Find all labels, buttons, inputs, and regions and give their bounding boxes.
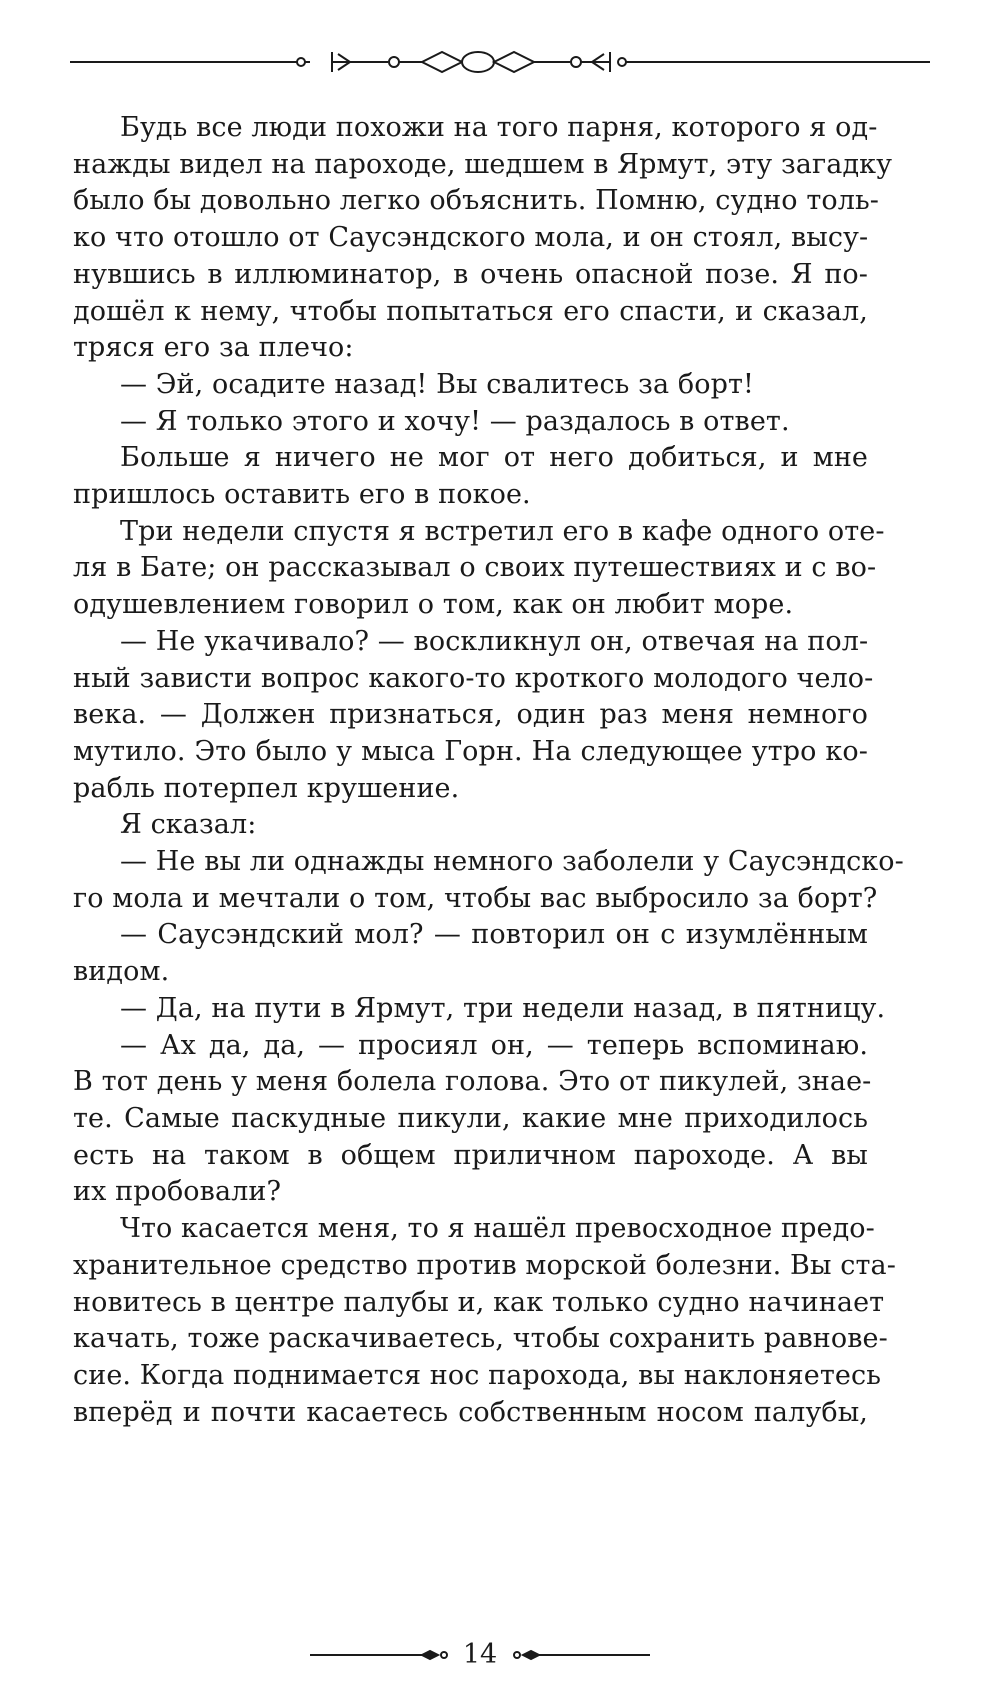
text-line: дошёл к нему, чтобы попытаться его спасти, и сказал, <box>73 295 868 327</box>
text-line: мутило. Это было у мыса Горн. На следующее утро ко- <box>73 735 868 767</box>
text-line: сие. Когда поднимается нос парохода, вы наклоняетесь <box>73 1359 882 1391</box>
text-line: — Ах да, да, — просиял он, — теперь вспоминаю. <box>120 1029 868 1061</box>
page-footer <box>310 1635 650 1675</box>
text-line: было бы довольно легко объяснить. Помню, судно толь- <box>73 185 880 217</box>
text-line: видом. <box>73 956 170 988</box>
text-line: ля в Бате; он рассказывал о своих путешествиях и с во- <box>73 552 877 584</box>
text-line: — Да, на пути в Ярмут, три недели назад, в пятницу. <box>120 992 886 1024</box>
text-line: Три недели спустя я встретил его в кафе одного оте- <box>120 515 885 547</box>
text-line: ный зависти вопрос какого-то кроткого молодого чело- <box>73 662 874 694</box>
text-line: одушевлением говорил о том, как он любит море. <box>73 589 794 621</box>
page-number: 14 <box>462 1639 498 1670</box>
text-line: Больше я ничего не мог от него добиться, и мне <box>120 442 868 474</box>
text-line: рабль потерпел крушение. <box>73 772 460 804</box>
text-line: века. — Должен признаться, один раз меня немного <box>73 699 868 731</box>
text-line: — Я только этого и хочу! — раздалось в ответ. <box>120 405 790 437</box>
text-line: тряся его за плечо: <box>73 332 354 364</box>
header-ornament <box>70 40 930 80</box>
text-line: новитесь в центре палубы и, как только судно начинает <box>73 1286 885 1318</box>
text-line: нувшись в иллюминатор, в очень опасной позе. Я по- <box>73 258 868 290</box>
text-line: Что касается меня, то я нашёл превосходное предо- <box>120 1213 875 1245</box>
text-line: ко что отошло от Саусэндского мола, и он стоял, высу- <box>73 222 869 254</box>
text-line: го мола и мечтали о том, чтобы вас выбросило за борт? <box>73 882 878 914</box>
text-line: те. Самые паскудные пикули, какие мне приходилось <box>73 1102 868 1134</box>
text-line: — Саусэндский мол? — повторил он с изумлённым <box>120 919 868 951</box>
text-line: Я сказал: <box>120 809 257 841</box>
text-line: — Эй, осадите назад! Вы свалитесь за борт! <box>120 368 754 400</box>
text-line: есть на таком в общем приличном пароходе. А вы <box>73 1139 868 1171</box>
text-line: качать, тоже раскачиваетесь, чтобы сохранить равнове- <box>73 1323 888 1355</box>
text-line: Будь все люди похожи на того парня, которого я од- <box>120 112 878 143</box>
text-line: хранительное средство против морской болезни. Вы ста- <box>73 1249 896 1281</box>
text-line: вперёд и почти касаетесь собственным носом палубы, <box>73 1396 868 1428</box>
text-line: В тот день у меня болела голова. Это от пикулей, знае- <box>73 1066 872 1098</box>
text-line: пришлось оставить его в покое. <box>73 479 531 511</box>
text-line: — Не вы ли однажды немного заболели у Саусэндско- <box>120 846 904 878</box>
text-line: их пробовали? <box>73 1176 282 1208</box>
text-line: — Не укачивало? — воскликнул он, отвечая на пол- <box>120 625 869 657</box>
text-line: нажды видел на пароходе, шедшем в Ярмут, эту загадку <box>73 148 893 180</box>
body-text <box>73 110 904 1431</box>
